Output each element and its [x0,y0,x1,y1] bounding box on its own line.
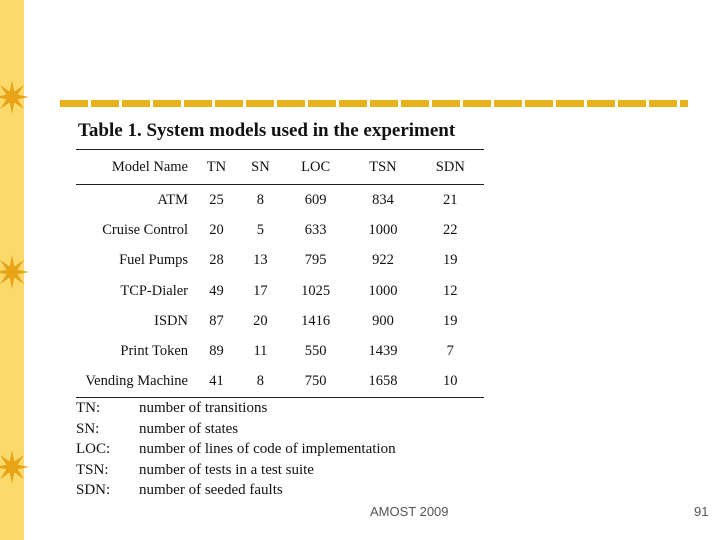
legend-description: number of tests in a test suite [139,461,314,478]
abbreviation-legend [76,398,396,501]
value-cell: 28 [209,252,224,269]
header-tn: TN [206,158,227,175]
model-name-cell: Cruise Control [102,221,188,238]
value-cell: 922 [372,252,394,269]
model-name-cell: Fuel Pumps [119,252,188,269]
legend-description: number of lines of code of implementation [139,441,396,458]
star-burst-icon [0,450,29,484]
value-cell: 19 [443,312,458,329]
footer-text: AMOST 2009 [370,504,449,519]
header-loc: LOC [301,158,331,175]
model-name-cell: Vending Machine [85,373,188,390]
value-cell: 13 [253,252,268,269]
legend-abbreviation: TSN: [76,461,109,478]
value-cell: 41 [209,373,224,390]
legend-item [76,480,396,501]
value-cell: 550 [304,343,327,360]
star-burst-icon [0,255,29,289]
value-cell: 1000 [368,282,398,299]
table-header-row [76,150,484,185]
page-number: 91 [694,504,709,519]
value-cell: 1439 [368,343,398,360]
value-cell: 1000 [368,221,398,238]
value-cell: 900 [372,312,394,329]
legend-item [76,460,396,481]
value-cell: 25 [209,191,224,208]
value-cell: 750 [304,373,327,390]
value-cell: 19 [443,252,458,269]
value-cell: 633 [304,221,327,238]
legend-item [76,419,396,440]
value-cell: 49 [209,282,224,299]
header-sn: SN [251,158,270,175]
value-cell: 17 [253,282,268,299]
legend-abbreviation: TN: [76,400,101,416]
value-cell: 1416 [301,312,331,329]
value-cell: 22 [443,221,458,238]
value-cell: 89 [209,343,224,360]
legend-abbreviation: LOC: [76,441,111,458]
models-table [76,149,484,398]
header-sdn: SDN [435,158,465,175]
value-cell: 7 [446,343,454,360]
value-cell: 8 [256,373,265,390]
table-row [76,367,484,398]
value-cell: 11 [253,343,268,360]
value-cell: 10 [443,373,458,390]
star-burst-icon [0,80,29,114]
value-cell: 20 [253,312,268,329]
legend-description: number of states [139,420,239,437]
table-body [76,185,484,398]
table-row [76,336,484,366]
header-model-name: Model Name [111,158,188,175]
value-cell: 12 [443,282,458,299]
value-cell: 1658 [368,373,398,390]
table-row [76,185,484,216]
title-rule [60,100,688,107]
legend-item [76,439,396,460]
table-row [76,306,484,336]
table-row [76,246,484,276]
table-row [76,276,484,306]
legend-description: number of seeded faults [139,482,283,499]
table-title: Table 1. System models used in the experiment [78,120,456,141]
model-name-cell: ISDN [154,312,188,329]
model-name-cell: TCP-Dialer [120,282,188,299]
legend-abbreviation: SDN: [76,482,111,499]
value-cell: 795 [304,252,327,269]
model-name-cell: ATM [157,191,188,208]
value-cell: 8 [256,191,265,208]
value-cell: 609 [304,191,327,208]
value-cell: 5 [256,221,265,238]
value-cell: 21 [443,191,458,208]
table-row [76,215,484,245]
legend-item [76,398,396,419]
legend-description: number of transitions [139,400,268,416]
model-name-cell: Print Token [120,343,188,360]
value-cell: 1025 [301,282,331,299]
header-tsn: TSN [369,158,397,175]
legend-abbreviation: SN: [76,420,100,437]
value-cell: 20 [209,221,224,238]
value-cell: 87 [209,312,224,329]
value-cell: 834 [372,191,394,208]
